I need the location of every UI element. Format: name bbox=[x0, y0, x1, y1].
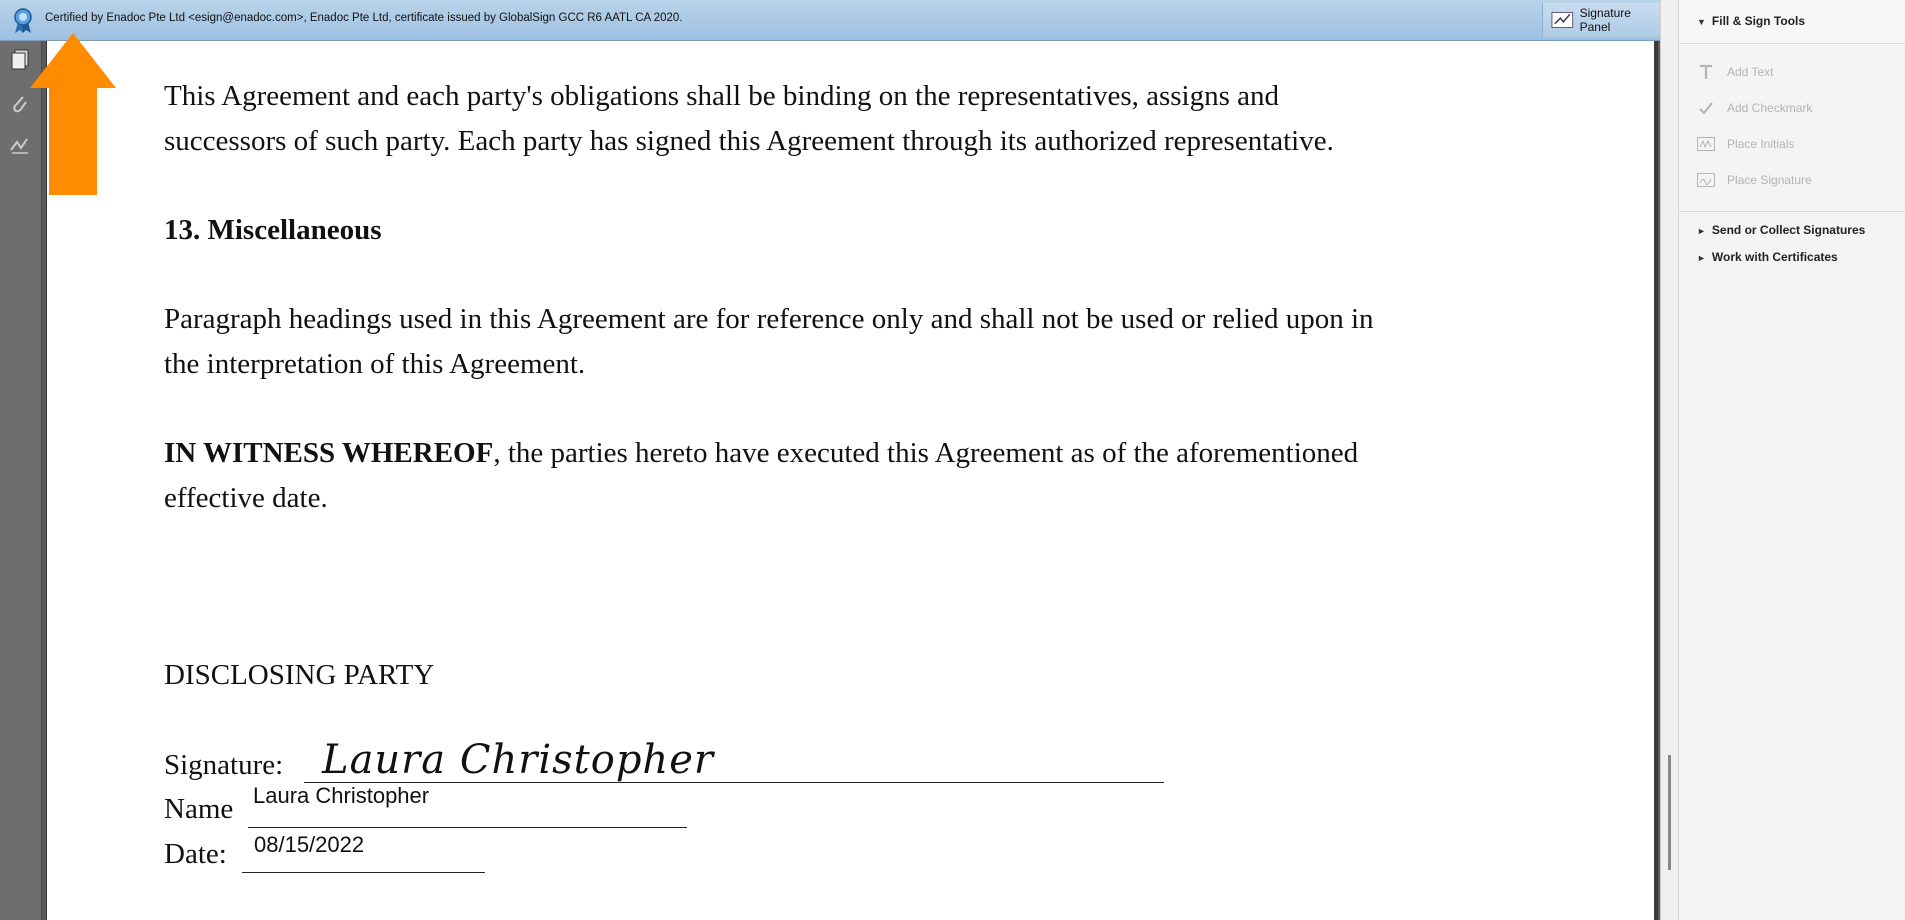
paragraph-line: effective date. bbox=[164, 482, 328, 514]
signature-panel-label: Signature Panel bbox=[1579, 6, 1631, 34]
scrollbar-thumb[interactable] bbox=[1668, 755, 1671, 870]
document-viewport[interactable] bbox=[42, 41, 1660, 920]
witness-bold: IN WITNESS WHEREOF bbox=[164, 437, 494, 469]
work-with-certificates-label: Work with Certificates bbox=[1711, 250, 1838, 264]
attachments-icon[interactable] bbox=[8, 92, 32, 116]
witness-line bbox=[164, 431, 1358, 476]
date-label: Date: bbox=[164, 838, 227, 870]
signature-label: Signature: bbox=[164, 749, 284, 781]
party-title: DISCLOSING PARTY bbox=[164, 659, 435, 691]
paragraph-line: Paragraph headings used in this Agreement are for reference only and shall not be used or relied upon in bbox=[164, 303, 1374, 335]
date-field-line bbox=[242, 871, 485, 873]
paragraph-line: This Agreement and each party's obligations shall be binding on the representatives, assigns and bbox=[164, 80, 1280, 112]
place-signature-label: Place Signature bbox=[1727, 173, 1812, 187]
text-t-icon bbox=[1697, 64, 1715, 80]
name-field[interactable]: Laura Christopher bbox=[253, 783, 430, 808]
signatures-icon[interactable] bbox=[8, 134, 32, 158]
paragraph-line: successors of such party. Each party has signed this Agreement through its authorized representative. bbox=[164, 125, 1334, 157]
name-field-line bbox=[248, 826, 687, 828]
signature-field[interactable]: Laura Christopher bbox=[322, 737, 714, 783]
send-collect-signatures-label: Send or Collect Signatures bbox=[1711, 223, 1866, 237]
witness-rest: , the parties hereto have executed this Agreement as of the aforementioned bbox=[493, 437, 1359, 469]
place-initials-label: Place Initials bbox=[1727, 137, 1795, 151]
orange-up-arrow-icon bbox=[30, 33, 116, 195]
signature-icon bbox=[1697, 172, 1715, 188]
name-label: Name bbox=[164, 793, 234, 825]
initials-icon bbox=[1697, 136, 1715, 152]
expanded-triangle-icon: ▼ bbox=[1697, 17, 1706, 27]
work-with-certificates-section[interactable] bbox=[1697, 250, 1838, 264]
signature-panel-button[interactable] bbox=[1542, 3, 1660, 37]
date-field[interactable]: 08/15/2022 bbox=[254, 832, 365, 857]
pages-icon[interactable] bbox=[8, 48, 32, 72]
tools-pane bbox=[1678, 0, 1905, 920]
place-signature-tool[interactable] bbox=[1697, 172, 1812, 188]
fill-sign-tools-label: Fill & Sign Tools bbox=[1711, 14, 1806, 28]
certification-text: Certified by Enadoc Pte Ltd <esign@enadoc.com>, Enadoc Pte Ltd, certificate issued by GlobalSign GCC R6 AATL CA 2020. bbox=[45, 12, 683, 24]
section-heading: 13. Miscellaneous bbox=[164, 214, 382, 246]
signature-pen-icon bbox=[1551, 10, 1574, 30]
collapsed-triangle-icon: ► bbox=[1697, 226, 1706, 236]
section-divider bbox=[1679, 211, 1905, 212]
fill-sign-tools-header[interactable] bbox=[1679, 0, 1905, 44]
add-text-label: Add Text bbox=[1727, 65, 1774, 79]
paragraph-line: the interpretation of this Agreement. bbox=[164, 348, 586, 380]
send-collect-signatures-section[interactable] bbox=[1697, 223, 1865, 237]
certified-ribbon-icon bbox=[12, 8, 34, 34]
add-checkmark-label: Add Checkmark bbox=[1727, 101, 1813, 115]
checkmark-icon bbox=[1697, 100, 1715, 116]
vertical-scrollbar[interactable] bbox=[1660, 0, 1678, 920]
add-text-tool[interactable] bbox=[1697, 64, 1773, 80]
certification-bar bbox=[0, 0, 1660, 41]
add-checkmark-tool[interactable] bbox=[1697, 100, 1812, 116]
place-initials-tool[interactable] bbox=[1697, 136, 1794, 152]
collapsed-triangle-icon: ► bbox=[1697, 253, 1706, 263]
document-page bbox=[46, 41, 1658, 920]
